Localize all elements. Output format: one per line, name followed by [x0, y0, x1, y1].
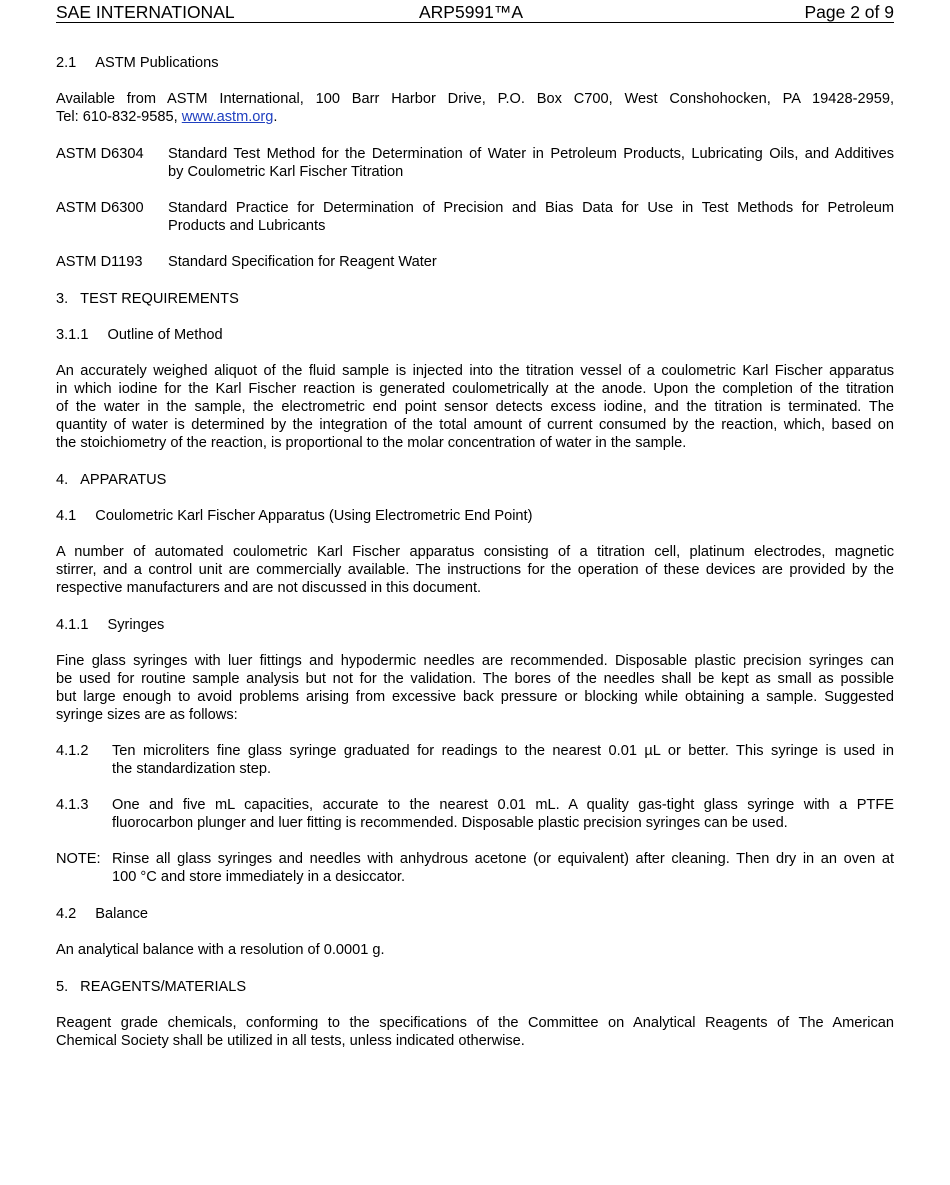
section-title: Outline of Method	[107, 327, 223, 343]
page-header	[56, 2, 894, 23]
section-title: Coulometric Karl Fischer Apparatus (Using Electrometric End Point)	[95, 508, 533, 524]
astm-website-link[interactable]: www.astm.org	[181, 109, 274, 125]
tel-text: Tel: 610-832-9585,	[56, 109, 182, 125]
outline-of-method-paragraph	[56, 362, 894, 452]
note-text-line: Rinse all glass syringes and needles with anhydrous acetone (or equivalent) after cleaning. Then dry in an oven at	[112, 851, 894, 867]
section-3-heading	[56, 290, 894, 308]
item-text-line: One and five mL capacities, accurate to the nearest 0.01 mL. A quality gas-tight glass syringe with a PTFE	[112, 797, 894, 813]
item-number: 4.1.2	[56, 743, 89, 759]
section-number: 4.1.1	[56, 617, 89, 633]
section-2-1-heading	[56, 54, 894, 72]
section-title: Balance	[95, 906, 149, 922]
paragraph-line: the stoichiometry of the reaction, is proportional to the molar concentration of water in the sample.	[56, 435, 687, 451]
paragraph-line: be used for routine sample analysis but not for the validation. The bores of the needles shall be kept as small as possible	[56, 671, 894, 687]
reference-title-line: Standard Test Method for the Determination of Water in Petroleum Products, Lubricating Oils, and Additives	[168, 146, 894, 162]
section-4-heading	[56, 471, 894, 489]
section-number: 4.	[56, 472, 69, 488]
reference-title-line: by Coulometric Karl Fischer Titration	[168, 164, 404, 180]
reference-id: ASTM D6304	[56, 146, 144, 162]
section-number: 3.1.1	[56, 327, 89, 343]
section-title: APPARATUS	[80, 472, 167, 488]
paragraph-line: An accurately weighed aliquot of the fluid sample is injected into the titration vessel of a coulometric Karl Fischer apparatus	[56, 363, 894, 379]
paragraph-line: Reagent grade chemicals, conforming to the specifications of the Committee on Analytical Reagents of The American	[56, 1015, 894, 1031]
section-4-1-heading	[56, 507, 894, 525]
reference-title	[168, 145, 894, 181]
section-title: Syringes	[107, 617, 165, 633]
section-4-1-1-heading	[56, 616, 894, 634]
section-number: 2.1	[56, 55, 77, 71]
header-page-number: Page 2 of 9	[804, 2, 894, 22]
period-text: .	[273, 109, 278, 125]
section-3-1-1-heading	[56, 326, 894, 344]
section-number: 3.	[56, 291, 69, 307]
item-text	[112, 796, 894, 832]
paragraph-line: in which iodine for the Karl Fischer reaction is generated coulometrically at the anode. Upon the completion of the titration	[56, 381, 894, 397]
reference-title-line: Products and Lubricants	[168, 218, 326, 234]
reference-title	[168, 199, 894, 235]
section-number: 4.2	[56, 906, 77, 922]
paragraph-line: Chemical Society shall be utilized in all tests, unless indicated otherwise.	[56, 1033, 525, 1049]
section-number: 5.	[56, 979, 69, 995]
paragraph-line: but large enough to avoid problems arising from excessive back pressure or blocking while obtaining a sample. Suggested	[56, 689, 894, 705]
paragraph-line: A number of automated coulometric Karl Fischer apparatus consisting of a titration cell, platinum electrodes, magnetic	[56, 544, 894, 560]
reagents-paragraph	[56, 1014, 894, 1050]
section-title: TEST REQUIREMENTS	[80, 291, 239, 307]
paragraph-line: Available from ASTM International, 100 Barr Harbor Drive, P.O. Box C700, West Conshohocken, PA 19428-2959,	[56, 91, 894, 107]
paragraph-line: An analytical balance with a resolution of 0.0001 g.	[56, 942, 385, 958]
paragraph-line: respective manufacturers and are not discussed in this document.	[56, 580, 482, 596]
item-text	[112, 742, 894, 778]
paragraph-line: Fine glass syringes with luer fittings and hypodermic needles are recommended. Disposable plastic precision syringes can	[56, 653, 894, 669]
item-text-line: the standardization step.	[112, 761, 272, 777]
reference-id: ASTM D1193	[56, 254, 143, 270]
paragraph-line	[56, 108, 894, 126]
paragraph-line: stirrer, and a control unit are commercially available. The instructions for the operation of these devices are provided by the	[56, 562, 894, 578]
section-title: ASTM Publications	[95, 55, 219, 71]
paragraph-line: syringe sizes are as follows:	[56, 707, 238, 723]
item-text-line: fluorocarbon plunger and luer fitting is recommended. Disposable plastic precision syringes can be used.	[112, 815, 788, 831]
reference-title	[168, 253, 894, 271]
section-4-2-heading	[56, 905, 894, 923]
syringes-paragraph	[56, 652, 894, 724]
section-number: 4.1	[56, 508, 77, 524]
note-label: NOTE:	[56, 851, 101, 867]
header-org: SAE INTERNATIONAL	[56, 2, 235, 22]
item-number: 4.1.3	[56, 797, 89, 813]
section-5-heading	[56, 978, 894, 996]
balance-paragraph	[56, 941, 894, 959]
apparatus-paragraph	[56, 543, 894, 597]
reference-title-line: Standard Specification for Reagent Water	[168, 254, 437, 270]
astm-availability-paragraph	[56, 90, 894, 126]
section-title: REAGENTS/MATERIALS	[80, 979, 247, 995]
item-text-line: Ten microliters fine glass syringe graduated for readings to the nearest 0.01 µL or better. This syringe is used in	[112, 743, 894, 759]
reference-title-line: Standard Practice for Determination of Precision and Bias Data for Use in Test Methods for Petroleum	[168, 200, 894, 216]
note-text	[112, 850, 894, 886]
note-text-line: 100 °C and store immediately in a desiccator.	[112, 869, 405, 885]
paragraph-line: quantity of water is determined by the integration of the total amount of current consumed by the reaction, which, based on	[56, 417, 894, 433]
paragraph-line: of the water in the sample, the electrometric end point sensor detects excess iodine, and the titration is terminated. The	[56, 399, 894, 415]
reference-id: ASTM D6300	[56, 200, 144, 216]
header-doc-number: ARP5991™A	[419, 2, 524, 22]
